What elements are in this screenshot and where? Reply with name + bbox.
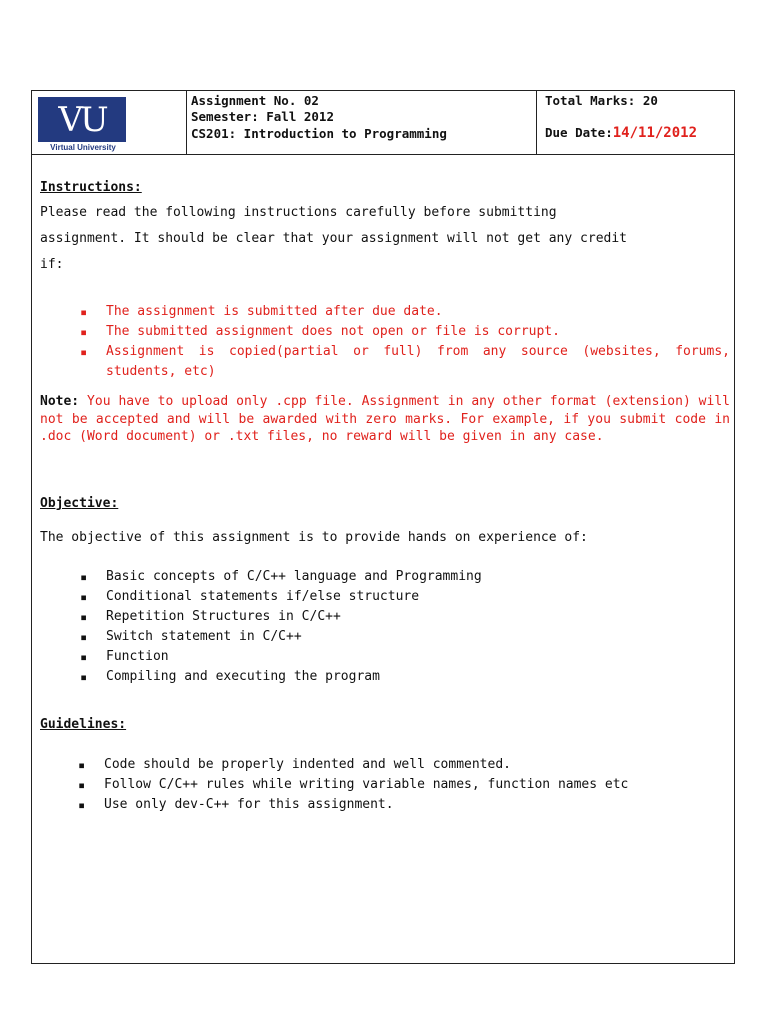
assignment-info-cell bbox=[187, 91, 537, 154]
instructions-line-1: Please read the following instructions carefully before submitting bbox=[40, 205, 557, 220]
list-item: ▪ Compiling and executing the program bbox=[80, 667, 720, 687]
list-item: ▪ Assignment is copied(partial or full) from any source (websites, forums, students, etc) bbox=[80, 342, 730, 382]
course-title: CS201: Introduction to Programming bbox=[191, 126, 447, 141]
objective-heading: Objective: bbox=[40, 496, 119, 511]
list-item: ▪ Code should be properly indented and well commented. bbox=[78, 755, 728, 775]
due-date-label: Due Date: bbox=[545, 125, 613, 140]
header-table bbox=[32, 91, 734, 155]
list-item: ▪ Basic concepts of C/C++ language and Programming bbox=[80, 567, 720, 587]
guidelines-heading: Guidelines: bbox=[40, 717, 127, 732]
list-item: ▪ Switch statement in C/C++ bbox=[80, 627, 720, 647]
marks-cell bbox=[537, 91, 734, 154]
logo-text: VU bbox=[58, 99, 106, 140]
instructions-bullet-list bbox=[80, 302, 730, 382]
list-item: ▪ Function bbox=[80, 647, 720, 667]
list-item: ▪ Repetition Structures in C/C++ bbox=[80, 607, 720, 627]
due-date-value: 14/11/2012 bbox=[612, 125, 698, 141]
objective-bullet-list bbox=[80, 567, 720, 687]
assignment-number: Assignment No. 02 bbox=[191, 93, 319, 108]
guidelines-bullet-list bbox=[78, 755, 728, 815]
total-marks: Total Marks: 20 bbox=[545, 93, 658, 108]
list-item: ▪ Use only dev-C++ for this assignment. bbox=[78, 795, 728, 815]
instructions-line-2: assignment. It should be clear that your assignment will not get any credit bbox=[40, 231, 627, 246]
instructions-line-3: if: bbox=[40, 257, 64, 272]
list-item: ▪ Conditional statements if/else structure bbox=[80, 587, 720, 607]
semester: Semester: Fall 2012 bbox=[191, 109, 334, 124]
note-paragraph bbox=[40, 393, 730, 446]
list-item: ▪ The assignment is submitted after due date. bbox=[80, 302, 730, 322]
note-label: Note: bbox=[40, 394, 80, 409]
logo-caption: Virtual University bbox=[50, 143, 116, 152]
university-logo bbox=[38, 97, 126, 142]
instructions-heading: Instructions: bbox=[40, 180, 142, 195]
logo-cell bbox=[32, 91, 187, 154]
assignment-sheet bbox=[31, 90, 735, 964]
note-text: You have to upload only .cpp file. Assignment in any other format (extension) will not be accepted and will be awarded with zero marks. For example, if you submit code in .doc (Word document) or .txt files, no reward will be given in any case. bbox=[40, 394, 730, 444]
list-item: ▪ The submitted assignment does not open or file is corrupt. bbox=[80, 322, 730, 342]
list-item: ▪ Follow C/C++ rules while writing variable names, function names etc bbox=[78, 775, 728, 795]
objective-intro: The objective of this assignment is to provide hands on experience of: bbox=[40, 530, 588, 545]
due-date-line bbox=[545, 125, 697, 141]
